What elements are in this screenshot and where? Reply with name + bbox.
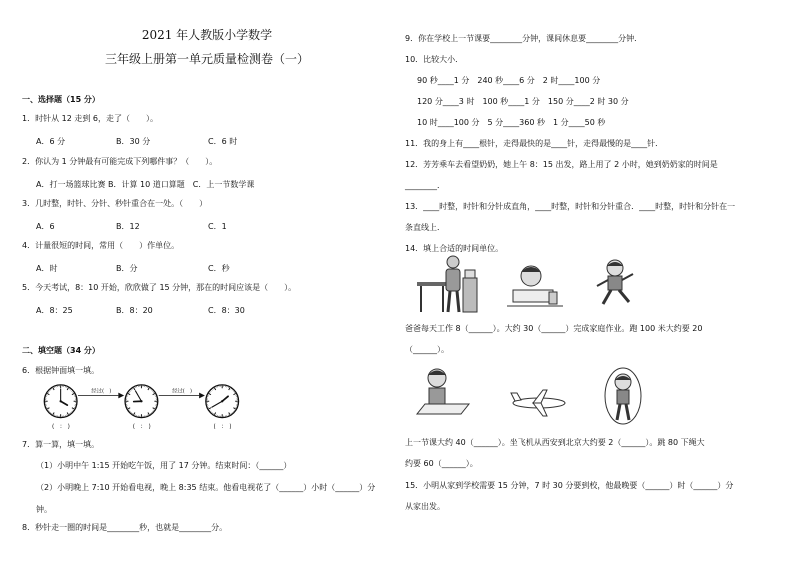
question-14-row-2-line-2: 约要 60（______）。 [405,459,478,468]
question-14-row-2-line-1: 上一节课大约 40（______）。坐飞机从西安到北京大约要 2（______）。跳 80 下绳大 [405,438,705,447]
question-5: 5．今天考试，8：10 开始，欣欣做了 15 分钟，那在的时间应该是（ ）。 [22,283,297,292]
question-8: 8．秒针走一圈的时间是________秒，也就是________分。 [22,523,228,532]
question-3: 3．几时整，时针、分针、秒针重合在一处。（ ） [22,199,208,208]
clock-face-2 [125,385,158,418]
q1-option-c: C．6 时 [208,137,238,146]
clock-3-blank: ( : ) [213,424,232,431]
question-6: 6．根据钟面填一填。 [22,366,100,375]
q1-option-b: B．30 分 [116,137,151,146]
arrow-2 [159,387,205,399]
q5-option-b: B．8：20 [116,306,153,315]
question-10: 10．比较大小． [405,55,464,64]
clock-center [60,400,62,402]
q1-option-a: A．6 分 [36,137,66,146]
airplane-picture [509,388,571,418]
question-10-row-1: 90 秒____1 分 240 秒____6 分 2 时____100 分 [417,76,601,85]
q4-option-a: A．时 [36,264,58,273]
boy-doing-homework-picture [507,262,563,314]
arrow-2-label: 经过( ) [172,388,193,395]
question-7: 7．算一算，填一填。 [22,440,100,449]
clock-center [221,400,223,402]
man-at-desk-picture [413,252,485,316]
q4-option-c: C．秒 [208,264,230,273]
q2-options: A．打一场篮球比赛 B．计算 10 道口算题 C．上一节数学课 [36,180,255,189]
question-10-row-2: 120 分____3 时 100 秒____1 分 150 分____2 时 30 分 [417,97,629,106]
arrow-1-label: 经过( ) [91,388,112,395]
question-7-part-2a: （2）小明晚上 7:10 开始看电视，晚上 8:35 结束。他看电视花了（______）小时（______）分 [36,483,376,492]
question-12-line-2: ________． [405,181,445,190]
clock-face-1 [44,385,77,418]
section-choice-heading: 一、选择题（15 分） [22,95,100,104]
question-14-row-1-line-2: （______）。 [405,345,449,354]
question-14-row-1-line-1: 爸爸每天工作 8（______）。大约 30（______）完成家庭作业。跑 100 米大约要 20 [405,324,703,333]
question-2: 2．你认为 1 分钟最有可能完成下列哪件事？（ ）。 [22,157,218,166]
question-9: 9．你在学校上一节课要________分钟，课间休息要________分钟． [405,34,643,43]
q5-option-a: A．8：25 [36,306,73,315]
question-15-line-2: 从家出发。 [405,502,445,511]
section-fill-heading: 二、填空题（34 分） [22,346,100,355]
boy-running-picture [591,258,639,310]
q5-option-c: C．8：30 [208,306,245,315]
question-7-part-2b: 钟。 [36,505,52,514]
question-15-line-1: 15．小明从家到学校需要 15 分钟，7 时 30 分要到校，他最晚要（______）时（______）分 [405,481,734,490]
question-12-line-1: 12．芳芳乘车去看望奶奶，她上午 8：15 出发，路上用了 2 小时，她到奶奶家的时间是 [405,160,718,169]
clock-face-3 [206,385,239,418]
question-13-line-1: 13．____时整，时针和分针成直角，____时整，时针和分针重合．____时整，时针和分针在一 [405,202,736,211]
title-line2: 三年级上册第一单元质量检测卷（一） [104,52,309,66]
question-13-line-2: 条直线上． [405,223,445,232]
title-line1: 2021 年人教版小学数学 [141,28,273,42]
clock-2-blank: ( : ) [132,424,151,431]
arrow-1 [78,387,124,399]
question-14: 14．填上合适的时间单位。 [405,244,504,253]
clock-row [37,382,267,432]
boy-jumping-rope-picture [601,364,645,428]
question-7-part-1: （1）小明中午 1:15 开始吃午饭，用了 17 分钟。结束时间：（______） [36,461,292,470]
question-4: 4．计量很短的时间，常用（ ）作单位。 [22,241,180,250]
boy-in-class-picture [415,366,471,420]
question-10-row-3: 10 时____100 分 5 分____360 秒 1 分____50 秒 [417,118,606,127]
question-1: 1．时针从 12 走到 6，走了（ ）。 [22,114,158,123]
q3-option-b: B．12 [116,222,140,231]
clock-center [140,400,142,402]
clock-1-blank: ( : ) [52,424,70,431]
q4-option-b: B．分 [116,264,138,273]
q3-option-a: A．6 [36,222,55,231]
question-11: 11．我的身上有____根针，走得最快的是____针，走得最慢的是____针． [405,139,664,148]
q3-option-c: C．1 [208,222,227,231]
